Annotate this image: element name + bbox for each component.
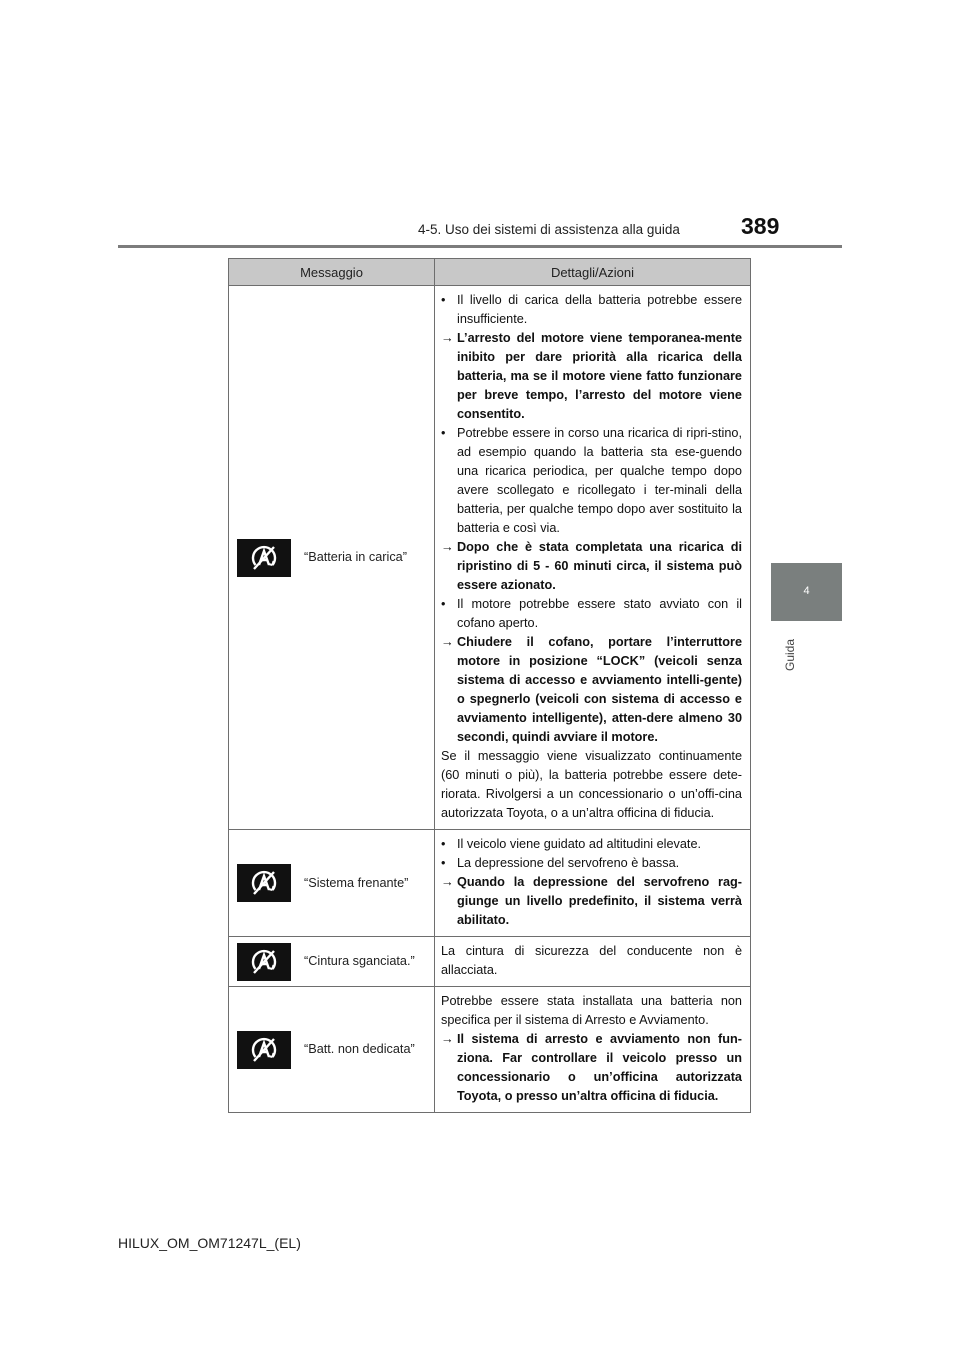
stop-start-off-icon [249,868,279,898]
chapter-label-text: Guida [783,638,797,671]
table-header-row [229,259,751,286]
message-cell [229,987,435,1113]
message-cell [229,286,435,830]
column-header-details: Dettagli/Azioni [435,259,751,286]
action-item [441,1030,742,1106]
details-cell [435,830,751,937]
action-item [441,873,742,930]
item-text: Il veicolo viene guidato ad altitudini elevate. [457,837,702,851]
note-text: Potrebbe essere stata installata una batteria non specifica per il sistema di Arresto e Avviamento. [441,994,742,1027]
condition-item [441,835,742,854]
note-text: La cintura di sicurezza del conducente non è allacciata. [441,944,742,977]
stop-start-off-icon [249,947,279,977]
table-row [229,830,751,937]
arrow-icon: → [441,635,454,649]
bullet-symbol: • [441,837,446,851]
message-text: “Cintura sganciata.” [304,954,415,968]
column-header-message: Messaggio [229,259,435,286]
details-cell [435,286,751,830]
chapter-tab[interactable] [771,563,842,621]
stop-start-off-icon [249,1035,279,1065]
warning-display-icon [237,943,291,981]
arrow-icon: → [441,875,454,889]
item-text: Il livello di carica della batteria potrebbe essere insufficiente. [457,293,742,326]
message-text: “Sistema frenante” [304,875,409,890]
item-text: La depressione del servofreno è bassa. [457,856,680,870]
arrow-icon: → [441,1032,454,1046]
message-text: “Batteria in carica” [304,550,407,564]
message-text: “Batt. non dedicata” [304,1042,415,1056]
message-table [228,258,751,1113]
warning-display-icon [237,1031,291,1069]
item-text: Potrebbe essere in corso una ricarica di ripri-stino, ad esempio quando la batteria sta ese-guendo una ricarica periodica, per qualche tempo dopo avere scollegato e ricollegato i ter-minali della batteria, per qualche tempo dopo aver sostituito la batteria e così via. [457,426,742,535]
message-cell [229,830,435,937]
item-text: L’arresto del motore viene temporanea-mente inibito per dare priorità alla ricarica della batteria, ma se il motore viene fatto funzionare per breve tempo, l’arresto del motore viene consentito. [457,331,742,421]
message-cell [229,937,435,987]
note-text: Se il messaggio viene visualizzato continuamente (60 minuti o più), la batteria potrebbe essere dete-riorata. Rivolgersi a un concessionario o un’offi-cina autorizzata Toyota, o a un’altra officina di fiducia. [441,749,742,820]
item-text: Dopo che è stata completata una ricarica di ripristino di 5 - 60 minuti circa, il sistema può essere azionato. [457,540,742,592]
item-text: Chiudere il cofano, portare l’interruttore motore in posizione “LOCK” (veicoli senza sistema di accesso e avviamento intelli-gente) o spegnerlo (veicoli con sistema di accesso e avviamento intelligente), atten-dere almeno 30 secondi, quindi avviare il motore. [457,635,742,744]
manual-code: HILUX_OM_OM71247L_(EL) [118,1235,301,1251]
table-row [229,286,751,830]
warning-display-icon [237,864,291,902]
condition-item [441,424,742,538]
details-cell [435,937,751,987]
arrow-icon: → [441,540,454,554]
table-row [229,937,751,987]
header-divider [118,245,842,248]
section-title: 4-5. Uso dei sistemi di assistenza alla guida [418,222,680,237]
bullet-symbol: • [441,293,446,307]
table-row [229,987,751,1113]
stop-start-off-icon [249,543,279,573]
condition-item [441,291,742,329]
condition-item [441,854,742,873]
item-text: Quando la depressione del servofreno rag-giunge un livello predefinito, il sistema verrà abilitato. [457,875,742,927]
chapter-number: 4 [803,585,810,597]
warning-display-icon [237,539,291,577]
chapter-label [783,631,797,671]
bullet-symbol: • [441,426,446,440]
bullet-symbol: • [441,597,446,611]
action-item [441,329,742,424]
item-text: Il sistema di arresto e avviamento non fun-ziona. Far controllare il veicolo presso un concessionario o un’officina autorizzata Toyota, o presso un’altra officina di fiducia. [457,1032,742,1103]
details-cell [435,987,751,1113]
action-item [441,538,742,595]
page-number: 389 [741,213,780,239]
item-text: Il motore potrebbe essere stato avviato con il cofano aperto. [457,597,742,630]
bullet-symbol: • [441,856,446,870]
action-item [441,633,742,747]
condition-item [441,595,742,633]
arrow-icon: → [441,331,454,345]
